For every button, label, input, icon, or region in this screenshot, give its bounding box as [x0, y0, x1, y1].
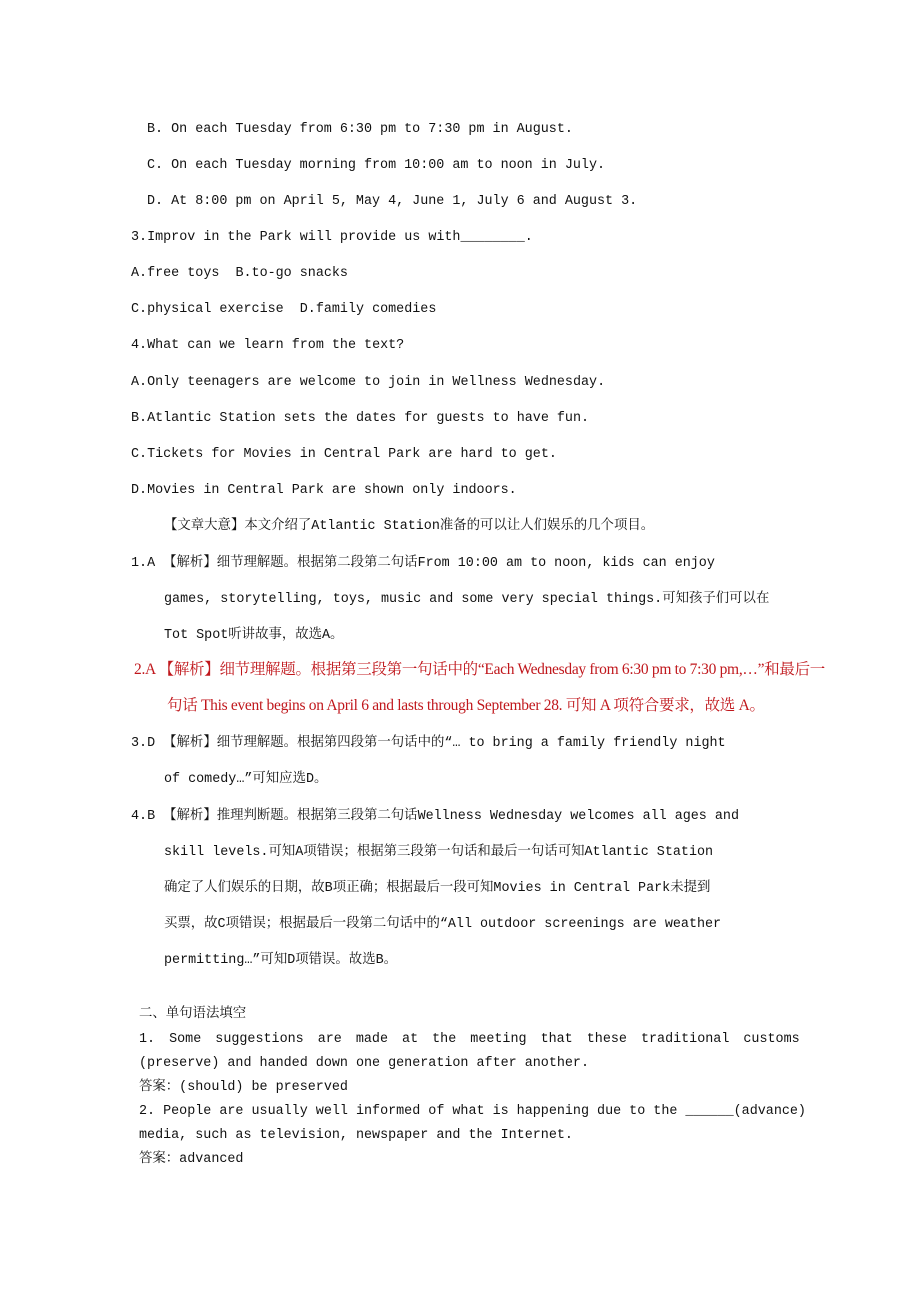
question-3-options-cd: C.physical exercise D.family comedies: [131, 302, 437, 317]
grammar-q2-line-1: 2. People are usually well informed of what is happening due to the ______(advance): [139, 1104, 806, 1119]
answer-4-line-1: 4.B 【解析】推理判断题。根据第三段第二句话Wellness Wednesday welcomes all ages and: [131, 809, 739, 824]
question-3-options-ab: A.free toys B.to-go snacks: [131, 266, 348, 281]
grammar-q1-answer: 答案：(should) be preserved: [139, 1080, 348, 1095]
answer-3-line-2: of comedy…”可知应选D。: [164, 772, 328, 787]
answer-1-line-1: 1.A 【解析】细节理解题。根据第二段第二句话From 10:00 am to noon, kids can enjoy: [131, 556, 715, 571]
grammar-q2-line-2: media, such as television, newspaper and the Internet.: [139, 1128, 573, 1143]
question-4-stem: 4.What can we learn from the text?: [131, 338, 405, 353]
answer-1-line-2: games, storytelling, toys, music and some very special things.可知孩子们可以在: [164, 592, 770, 607]
answer-4-line-3: 确定了人们娱乐的日期，故B项正确；根据最后一段可知Movies in Central Park未提到: [164, 881, 711, 896]
answer-1-line-3: Tot Spot听讲故事，故选A。: [164, 628, 344, 643]
grammar-q1-line-2: (preserve) and handed down one generation after another.: [139, 1056, 589, 1071]
answer-2-line-2: 句话 This event begins on April 6 and lasts through September 28. 可知 A 项符合要求，故选 A。: [167, 697, 765, 714]
section-2-heading: 二、单句语法填空: [139, 1007, 247, 1022]
question-4-option-d: D.Movies in Central Park are shown only indoors.: [131, 483, 517, 498]
answer-4-line-2: skill levels.可知A项错误；根据第三段第一句话和最后一句话可知Atlantic Station: [164, 845, 714, 860]
answer-4-line-4: 买票，故C项错误；根据最后一段第二句话中的“All outdoor screenings are weather: [164, 917, 722, 932]
grammar-q1-line-1: 1. Some suggestions are made at the meeting that these traditional customs: [139, 1032, 800, 1047]
article-summary: 【文章大意】本文介绍了Atlantic Station准备的可以让人们娱乐的几个项目。: [164, 519, 655, 534]
question-4-option-c: C.Tickets for Movies in Central Park are hard to get.: [131, 447, 557, 462]
grammar-q2-answer: 答案：advanced: [139, 1152, 244, 1167]
option-b: B. On each Tuesday from 6:30 pm to 7:30 pm in August.: [147, 122, 573, 137]
question-4-option-b: B.Atlantic Station sets the dates for guests to have fun.: [131, 411, 590, 426]
question-3-stem: 3.Improv in the Park will provide us with________.: [131, 230, 533, 245]
option-c: C. On each Tuesday morning from 10:00 am to noon in July.: [147, 158, 606, 173]
question-4-option-a: A.Only teenagers are welcome to join in Wellness Wednesday.: [131, 375, 606, 390]
option-d: D. At 8:00 pm on April 5, May 4, June 1, July 6 and August 3.: [147, 194, 638, 209]
answer-3-line-1: 3.D 【解析】细节理解题。根据第四段第一句话中的“… to bring a family friendly night: [131, 736, 726, 751]
answer-4-line-5: permitting…”可知D项错误。故选B。: [164, 953, 398, 968]
answer-2-line-1: 2.A 【解析】细节理解题。根据第三段第一句话中的“Each Wednesday from 6:30 pm to 7:30 pm,…”和最后一: [134, 661, 825, 678]
